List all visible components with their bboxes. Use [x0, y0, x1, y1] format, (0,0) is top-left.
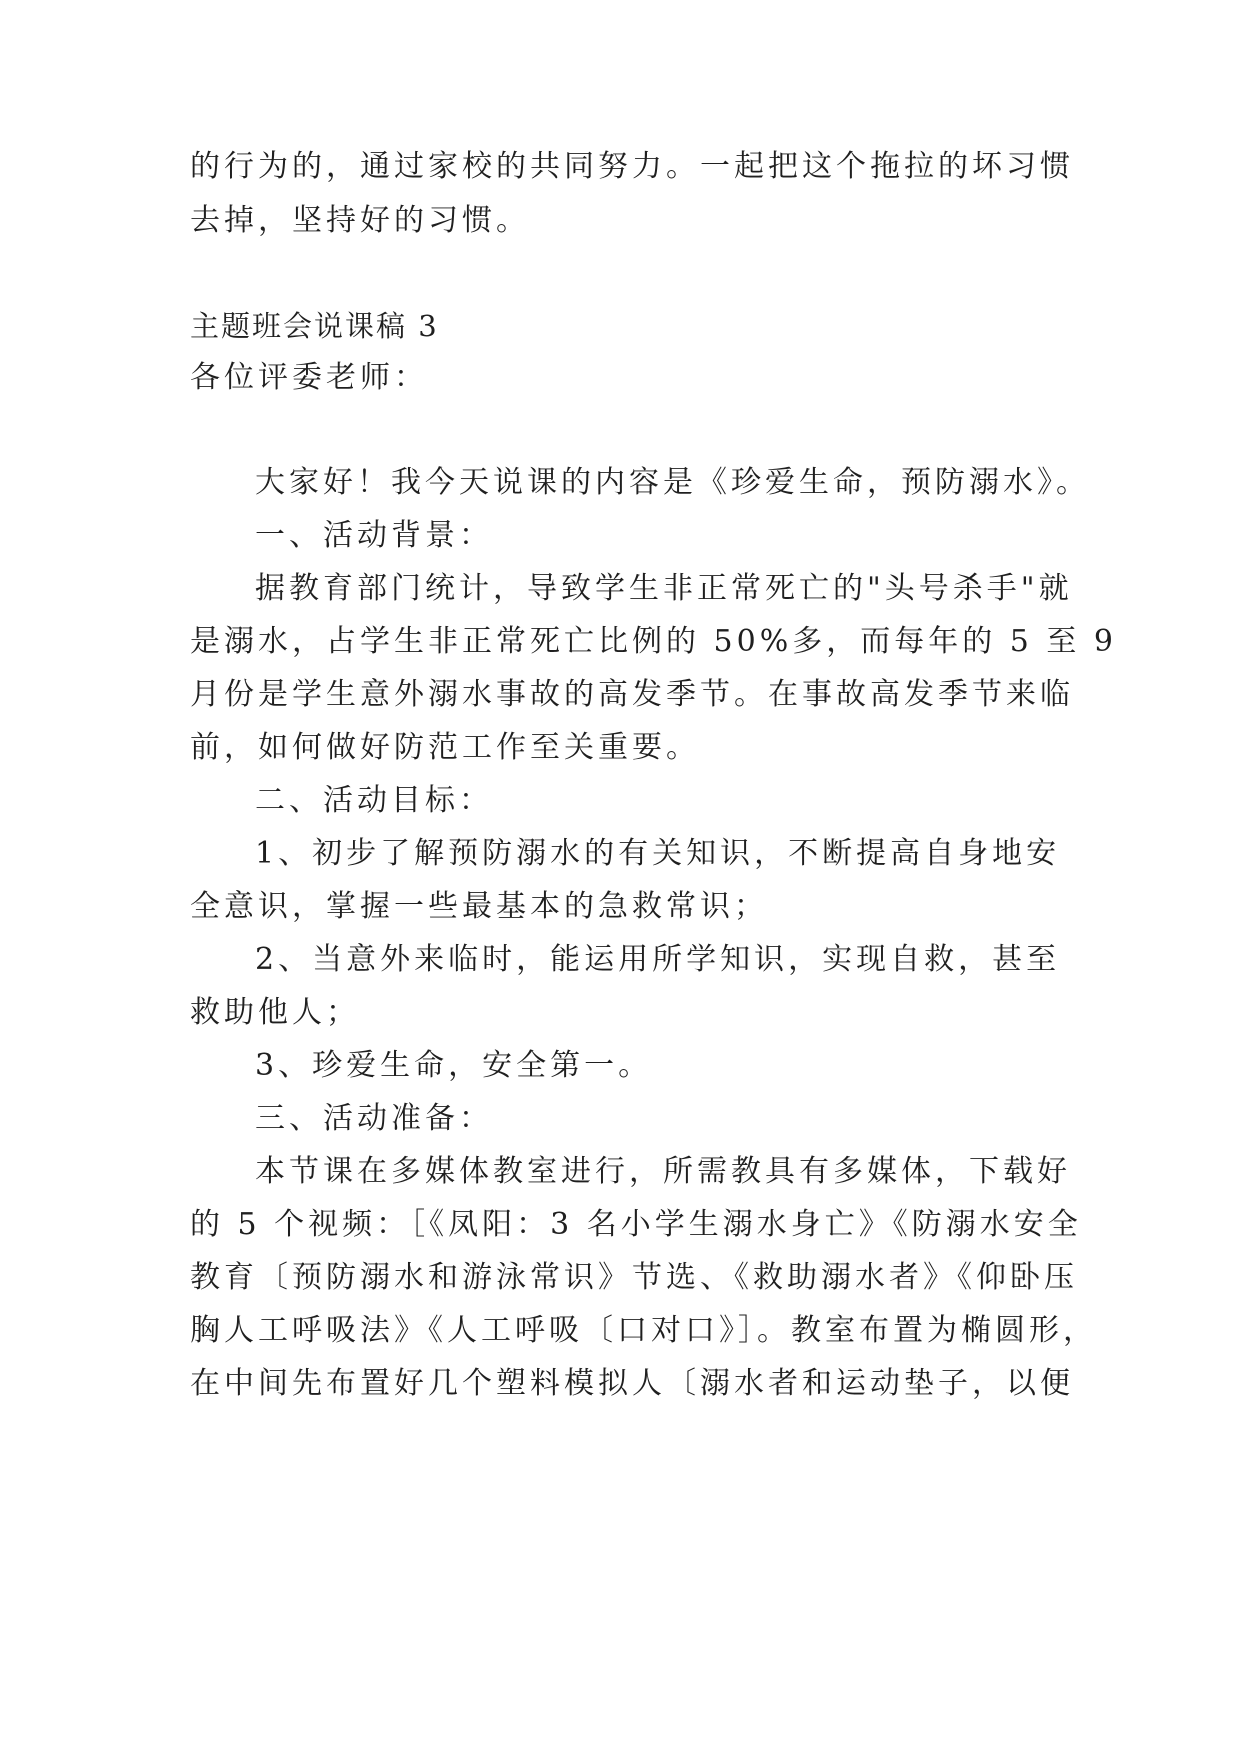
- paragraph-line: 的 5 个视频：［《凤阳：3 名小学生溺水身亡》《防溺水安全: [190, 1207, 1082, 1242]
- greeting-line: 大家好！我今天说课的内容是《珍爱生命，预防溺水》。: [255, 465, 1090, 500]
- continuation-line-2: 去掉，坚持好的习惯。: [190, 203, 530, 238]
- section-title: 主题班会说课稿 3: [190, 309, 439, 343]
- salutation: 各位评委老师：: [190, 360, 428, 395]
- goal-3-line: 3、珍爱生命，安全第一。: [255, 1048, 653, 1083]
- continuation-line-1: 的行为的，通过家校的共同努力。一起把这个拖拉的坏习惯: [190, 149, 1074, 184]
- heading-goals: 二、活动目标：: [255, 783, 493, 818]
- paragraph-line: 胸人工呼吸法》《人工呼吸〔口对口》］。教室布置为椭圆形，: [190, 1313, 1097, 1348]
- heading-preparation: 三、活动准备：: [255, 1101, 493, 1136]
- paragraph-line: 本节课在多媒体教室进行，所需教具有多媒体，下载好: [255, 1154, 1071, 1189]
- paragraph-line: 是溺水，占学生非正常死亡比例的 50%多，而每年的 5 至 9: [190, 624, 1117, 659]
- goal-2-line: 救助他人；: [190, 995, 360, 1030]
- goal-1-line: 1、初步了解预防溺水的有关知识，不断提高自身地安: [255, 836, 1061, 871]
- paragraph-line: 在中间先布置好几个塑料模拟人〔溺水者和运动垫子，以便: [190, 1366, 1074, 1401]
- heading-background: 一、活动背景：: [255, 518, 493, 553]
- goal-1-line: 全意识，掌握一些最基本的急救常识；: [190, 889, 768, 924]
- paragraph-line: 前，如何做好防范工作至关重要。: [190, 730, 700, 765]
- paragraph-line: 教育〔预防溺水和游泳常识》节选、《救助溺水者》《仰卧压: [190, 1260, 1078, 1295]
- paragraph-line: 据教育部门统计，导致学生非正常死亡的"头号杀手"就: [255, 571, 1073, 606]
- goal-2-line: 2、当意外来临时，能运用所学知识，实现自救，甚至: [255, 942, 1061, 977]
- paragraph-line: 月份是学生意外溺水事故的高发季节。在事故高发季节来临: [190, 677, 1074, 712]
